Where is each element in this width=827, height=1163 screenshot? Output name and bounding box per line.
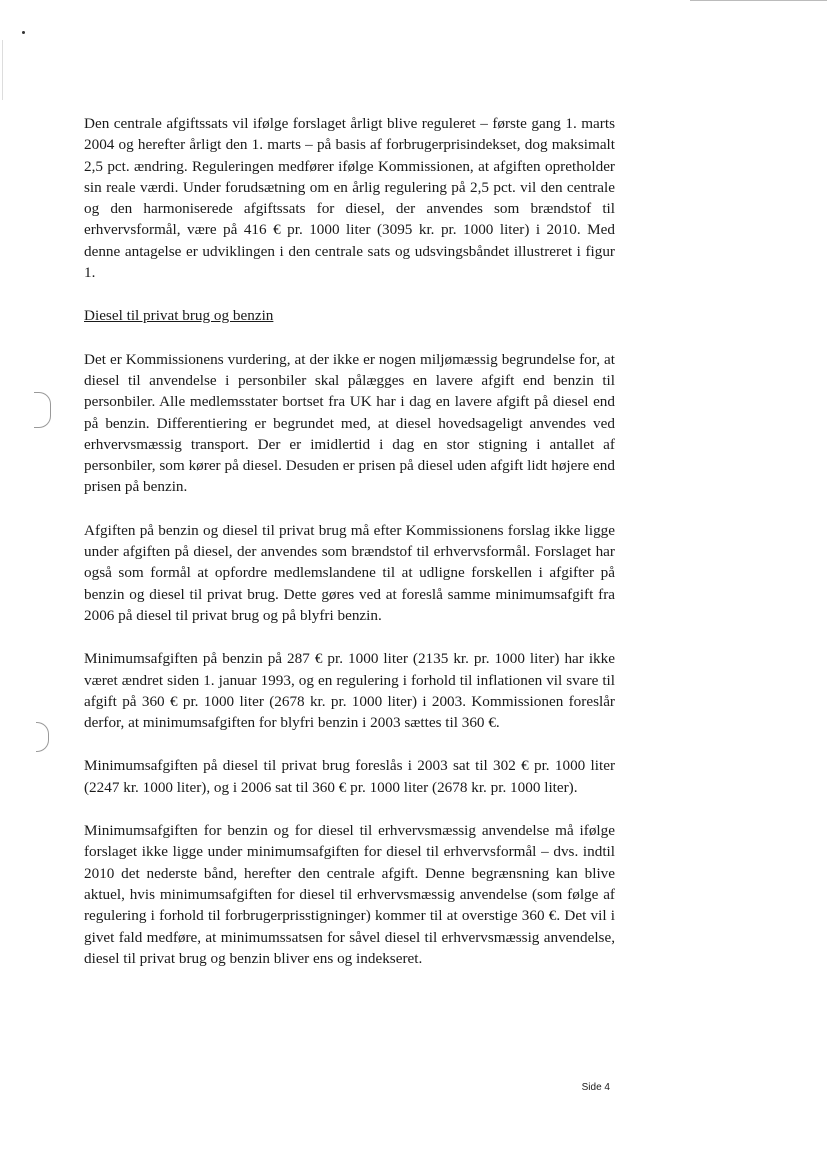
paragraph-6: Minimumsafgiften for benzin og for diesel til erhvervsmæssig anvendelse må ifølge forslaget ikke ligge under minimumsafgiften for diesel til erhvervsformål – dvs. indtil 2010 det nederste bånd, herefter den centrale afgift. Denne begrænsning kan blive aktuel, hvis minimumsafgiften for diesel til erhvervsmæssig anvendelse (som følge af regulering i forhold til forbrugerprisstigninger) kommer til at overstige 360 €. Det vil i givet fald medføre, at minimumssatsen for såvel diesel til erhvervsmæssig anvendelse, diesel til privat brug og benzin bliver ens og indekseret.	[84, 822, 615, 967]
page-number: Side 4	[581, 1082, 610, 1093]
section-heading: Diesel til privat brug og benzin	[84, 307, 274, 325]
document-body	[84, 113, 615, 991]
paragraph-1: Den centrale afgiftssats vil ifølge forslaget årligt blive reguleret – første gang 1. marts 2004 og herefter årligt den 1. marts – på basis af forbrugerprisindekset, dog maksimalt 2,5 pct. ændring. Reguleringen medfører ifølge Kommissionen, at afgiften opretholder sin reale værdi. Under forudsætning om en årlig regulering på 2,5 pct. vil den centrale og den harmoniserede afgiftssats for diesel, der anvendes som brændstof til erhvervsformål, være på 416 € pr. 1000 liter (3095 kr. pr. 1000 liter) i 2010. Med denne antagelse er udviklingen i den centrale sats og udsvingsbåndet illustreret i figur 1.	[84, 115, 615, 282]
scan-edge-left	[2, 40, 3, 100]
scan-speck	[22, 31, 25, 34]
scan-edge-top	[690, 0, 827, 1]
paragraph-2: Det er Kommissionens vurdering, at der ikke er nogen miljømæssig begrundelse for, at diesel til anvendelse i personbiler skal pålægges en lavere afgift end benzin til personbiler. Alle medlemsstater bortset fra UK har i dag en lavere afgift på diesel end på benzin. Differentiering er begrundet med, at diesel hovedsageligt anvendes ved erhvervsmæssig transport. Der er imidlertid i dag en stor stigning i antallet af personbiler, som kører på diesel. Desuden er prisen på diesel uden afgift lidt højere end prisen på benzin.	[84, 350, 615, 496]
paragraph-5: Minimumsafgiften på diesel til privat brug foreslås i 2003 sat til 302 € pr. 1000 liter (2247 kr. 1000 liter), og i 2006 sat til 360 € pr. 1000 liter (2678 kr. pr. 1000 liter).	[84, 757, 615, 796]
paragraph-4: Minimumsafgiften på benzin på 287 € pr. 1000 liter (2135 kr. pr. 1000 liter) har ikke været ændret siden 1. januar 1993, og en regulering i forhold til inflationen vil svare til afgift på 360 € pr. 1000 liter (2678 kr. pr. 1000 liter) i 2003. Kommissionen foreslår derfor, at minimumsafgiften for blyfri benzin i 2003 sættes til 360 €.	[84, 650, 615, 732]
punch-hole-bottom	[36, 722, 49, 752]
punch-hole-top	[34, 392, 51, 428]
paragraph-3: Afgiften på benzin og diesel til privat brug må efter Kommissionens forslag ikke ligge under afgiften på diesel, der anvendes som brændstof til erhvervsformål. Forslaget har også som formål at opfordre medlemslandene til at udligne forskellen i afgifter på benzin og diesel til privat brug. Dette gøres ved at foreslå samme minimumsafgift fra 2006 på diesel til privat brug og på blyfri benzin.	[84, 521, 615, 624]
